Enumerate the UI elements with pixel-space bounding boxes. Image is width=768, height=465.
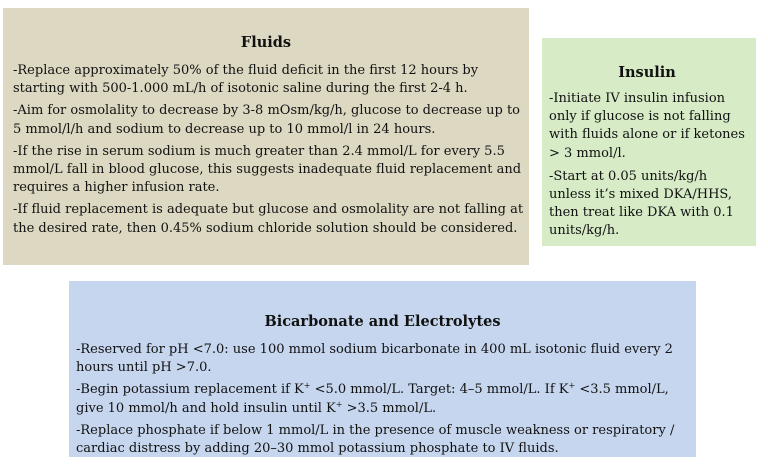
bicarb-item-1: -Reserved for pH <7.0: use 100 mmol sodium bicarbonate in 400 mL isotonic fluid every 2 hours until pH >7.0. <box>76 342 673 376</box>
potassium-text-a: -Begin potassium replacement if K <box>76 382 304 398</box>
potassium-superscript: + <box>335 399 343 409</box>
fluids-box <box>3 8 529 265</box>
potassium-text-b: <5.0 mmol/L. Target: 4–5 mmol/L. If K <box>310 382 569 398</box>
insulin-title: Insulin <box>618 64 676 81</box>
bicarb-item-3: -Replace phosphate if below 1 mmol/L in the presence of muscle weakness or respiratory / cardiac distress by adding 20–30 mmol potassium phosphate to IV fluids. <box>76 422 675 457</box>
bicarb-title: Bicarbonate and Electrolytes <box>264 313 501 330</box>
fluids-item-2: -Aim for osmolality to decrease by 3-8 mOsm/kg/h, glucose to decrease up to 5 mmol/l/h and sodium to decrease up to 10 mmol/l in 24 hours. <box>13 103 521 137</box>
insulin-box <box>542 38 756 246</box>
potassium-superscript: + <box>303 381 311 391</box>
bicarbonate-electrolytes-box <box>69 281 696 457</box>
insulin-item-2: -Start at 0.05 units/kg/h unless it’s mixed DKA/HHS, then treat like DKA with 0.1 units/kg/h. <box>549 168 734 239</box>
bicarb-item-2 <box>76 381 690 417</box>
fluids-item-3: -If the rise in serum sodium is much greater than 2.4 mmol/L for every 5.5 mmol/L fall in blood glucose, this suggests inadequate fluid replacement and requires a higher infusion rate. <box>13 143 522 196</box>
insulin-item-1: -Initiate IV insulin infusion only if glucose is not falling with fluids alone or if ketones > 3 mmol/l. <box>549 91 745 161</box>
fluids-item-4: -If fluid replacement is adequate but glucose and osmolality are not falling at the desired rate, then 0.45% sodium chloride solution should be considered. <box>13 202 524 236</box>
potassium-text-d: >3.5 mmol/L. <box>342 400 437 416</box>
potassium-superscript: + <box>568 381 576 391</box>
potassium-text-c: <3.5 mmol/L, give 10 mmol/h and hold insulin until K <box>76 382 669 416</box>
fluids-item-1: -Replace approximately 50% of the fluid deficit in the first 12 hours by starting with 500-1.000 mL/h of isotonic saline during the first 2-4 h. <box>13 63 479 97</box>
fluids-title: Fluids <box>240 34 292 51</box>
